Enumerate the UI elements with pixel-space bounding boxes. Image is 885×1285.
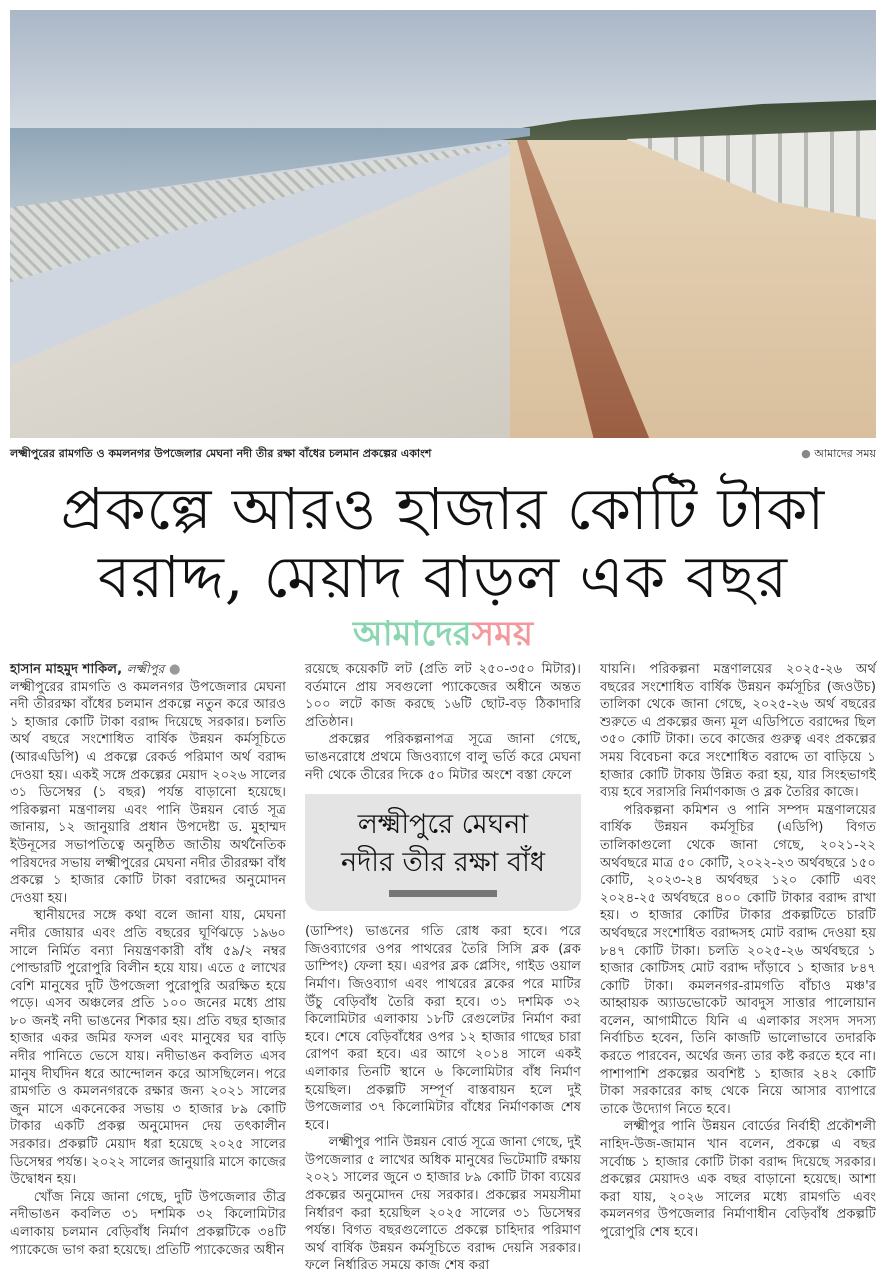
paragraph: পরিকল্পনা কমিশন ও পানি সম্পদ মন্ত্রণালয়ের বার্ষিক উন্নয়ন কর্মসূচির (এডিপি) বিগত তালিকাগুলো থেকে জানা গেছে, ২০২১-২২ অর্থবছরে মাত্র ৫০ কোটি, ২০২২-২৩ অর্থবছরে ১৫০ কোটি, ২০২৩-২৪ অর্থবছর ১২০ কোটি এবং ২০২৪-২৫ অর্থবছরে ৪০০ কোটি টাকার বরাদ্দ রাখা হয়। ৩ হাজার কোটির টাকার প্রকল্পটিতে চারটি অর্থবছরে সংশোধিত বরাদ্দসহ মোট বরাদ্দ দেওয়া হয় ৮৪৭ কোটি টাকা। চলতি ২০২৫-২৬ অর্থবছরে ১ হাজার কোটিসহ মোট বরাদ্দ দাঁড়াবে ১ হাজার ৮৪৭ কোটি টাকা। কমলনগর-রামগতি বাঁচাও মঞ্চ'র আহ্বায়ক অ্যাডভোকেট আবদুস সাত্তার পালোয়ান বলেন, আগামীতে যিনি এ এলাকার সংসদ সদস্য নির্বাচিত হবেন, তিনি কাজটি ভালোভাবে তদারকি করতে পারবেন, অর্থের জন্য তার কষ্ট করতে হবে না। পাশাপাশি প্রকল্পের অবশিষ্ট ১ হাজার ২৪২ কোটি টাকা সরকারের কাছ থেকে নিয়ে আসার ব্যাপারে তাকে উদ্যোগ নিতে হবে।	[600, 802, 876, 1117]
paragraph: লক্ষ্মীপুর পানি উন্নয়ন বোর্ড সূত্রে জানা গেছে, দুই উপজেলার ৫ লাখের অধিক মানুষের ভিটেমাটি রক্ষায় ২০২১ সালের জুনে ৩ হাজার ৮৯ কোটি টাকা ব্যয়ের প্রকল্পের অনুমোদন দেয় সরকার। প্রকল্পের সময়সীমা নির্ধারণ করা হয়েছিল ২০২৫ সালের ৩১ ডিসেম্বর পর্যন্ত। বিগত বছরগুলোতে প্রকল্পে চাহিদার পরিমাণ অর্থ বার্ষিক উন্নয়ন কর্মসূচিতে বরাদ্দ দেয়নি সরকার। ফলে নির্ধারিত সময়ে কাজ শেষ করা	[305, 1135, 581, 1274]
watermark-logo	[10, 613, 876, 655]
watermark-part-2: সময়	[471, 614, 533, 654]
pull-quote-bar	[389, 890, 497, 897]
photo-credit-text: আমাদের সময়	[814, 447, 876, 460]
paragraph: রয়েছে কয়েকটি লট (প্রতি লট ২৫০-৩৫০ মিটার)। বর্তমানে প্রায় সবগুলো প্যাকেজের অধীনে অন্তত ১০০ লটে কাজ করছে ১৬টি ছোট-বড় ঠিকাদারি প্রতিষ্ঠান।	[305, 662, 581, 730]
headline	[10, 475, 876, 611]
paragraph: (ডাম্পিং) ভাঙনের গতি রোধ করা হবে। পরে জিওব্যাগের ওপর পাথরের তৈরি সিসি ব্লক (ব্লক ডাম্পিং) ফেলা হয়। এরপর ব্লক প্লেসিং, গাইড ওয়াল নির্মাণ। জিওব্যাগ এবং পাথরের ব্লকের পরে মাটির উঁচু বেড়িবাঁধ তৈরি করা হবে। ৩১ দশমিক ৩২ কিলোমিটার এলাকায় ১৮টি রেগুলেটর নির্মাণ করা হবে। শেষে বেড়িবাঁধের ওপর ১২ হাজার গাছের চারা রোপণ করা হবে। এর আগে ২০১৪ সালে একই এলাকার তিনটি স্থানে ৬ কিলোমিটার বাঁধ নির্মাণ হয়েছিল। প্রকল্পটি সম্পূর্ণ বাস্তবায়ন হলে দুই উপজেলার ৩৭ কিলোমিটার বাঁধের নির্মাণকাজ শেষ হবে।	[305, 924, 581, 1133]
article-column-1	[10, 661, 286, 1259]
watermark-part-1: আমাদের	[353, 614, 472, 654]
byline-location: লক্ষ্মীপুর	[126, 662, 165, 676]
paragraph: খোঁজ নিয়ে জানা গেছে, দুটি উপজেলার তীব্র নদীভাঙন কবলিত ৩১ দশমিক ৩২ কিলোমিটার এলাকায় চলমান বেড়িবাঁধ নির্মাণ প্রকল্পটিকে ৩৪টি প্যাকেজে ভাগ করা হয়েছে। প্রতিটি প্যাকেজের অধীন	[10, 1189, 286, 1258]
pull-quote-line-1: লক্ষ্মীপুরে মেঘনা	[357, 809, 529, 841]
article-column-2	[305, 661, 581, 1275]
caption-row	[10, 446, 876, 461]
paragraph: স্থানীয়দের সঙ্গে কথা বলে জানা যায়, মেঘনা নদীর জোয়ার এবং প্রতি বছরের ঘূর্ণিঝড়ে ১৯৬০ সালে নির্মিত বন্যা নিয়ন্ত্রণকারী বাঁধ ৫৯/২ নম্বর পোল্ডারটি পুরোপুরি বিলীন হয়ে যায়। এতে ৫ লাখের বেশি মানুষের দুটি উপজেলা পুরোপুরি অরক্ষিত হয়ে পড়ে। এসব অঞ্চলের প্রতি ১০০ জনের মধ্যে প্রায় ৮০ জনই নদী ভাঙনের শিকার হয়। প্রতি বছর হাজার হাজার একর জমির ফসল এবং মানুষের ঘর বাড়ি নদীর পানিতে ভেসে যায়। নদীভাঙন কবলিত এসব মানুষ দীর্ঘদিন ধরে আন্দোলন করে আসছিলেন। পরে রামগতি ও কমলনগরকে রক্ষার জন্য ২০২১ সালের জুন মাসে একনেকের সভায় ৩ হাজার ৮৯ কোটি টাকার একটি প্রকল্প অনুমোদন দেয় তৎকালীন সরকার। প্রকল্পটি মেয়াদ ধরা হয়েছে ২০২৫ সালের ডিসেম্বর পর্যন্ত। ২০২২ সালের জানুয়ারি মাসে কাজের উদ্বোধন হয়।	[10, 908, 286, 1188]
paragraph: যায়নি। পরিকল্পনা মন্ত্রণালয়ের ২০২৫-২৬ অর্থ বছরের সংশোধিত বার্ষিক উন্নয়ন কর্মসূচির (জওউচ) তালিকা থেকে জানা গেছে, ২০২৫-২৬ অর্থ বছরের শুরুতে এ প্রকল্পের জন্য মূল এডিপিতে বরাদ্দের ছিল ৩৫০ কোটি টাকা। তবে কাজের গুরুত্ব এবং প্রকল্পের সময় বিবেচনা করে সংশোধিত বরাদ্দে তা বাড়িয়ে ১ হাজার কোটি টাকায় উন্নিত করা হয়, যার সিংহভাগই ব্যয় হবে সরাসরি নির্মাণকাজ ও ব্লক তৈরির কাজে।	[600, 662, 876, 801]
embankment-photo	[10, 10, 876, 438]
photo-credit	[801, 446, 876, 461]
article-column-3	[600, 661, 876, 1242]
pull-quote-box	[305, 794, 581, 911]
paragraph: লক্ষ্মীপুরের রামগতি ও কমলনগর উপজেলার মেঘনা নদী তীররক্ষা বাঁধের চলমান প্রকল্পে নতুন করে আরও ১ হাজার কোটি টাকা বরাদ্দ দিয়েছে সরকার। চলতি অর্থ বছরে সংশোধিত বার্ষিক উন্নয়ন কর্মসূচিতে (আরএডিপি) এ প্রকল্পে রেকর্ড পরিমাণ অর্থ বরাদ্দ দেওয়া হয়। একই সঙ্গে প্রকল্পের মেয়াদ ২০২৬ সালের ৩১ ডিসেম্বর (১ বছর) পর্যন্ত বাড়ানো হয়েছে। পরিকল্পনা মন্ত্রণালয় এবং পানি উন্নয়ন বোর্ড সূত্র জানায়, ১২ জানুয়ারি প্রধান উপদেষ্টা ড. মুহাম্মদ ইউনূসের সভাপতিত্বে অনুষ্ঠিত জাতীয় অর্থনৈতিক পরিষদের সভায় লক্ষ্মীপুরের মেঘনা নদীর তীররক্ষা বাঁধ প্রকল্পে ১ হাজার কোটি টাকা বরাদ্দের অনুমোদন দেওয়া হয়।	[10, 679, 286, 906]
article-body	[10, 661, 876, 1275]
paragraph: প্রকল্পের পরিকল্পনাপত্র সূত্রে জানা গেছে, ভাঙনরোধে প্রথমে জিওব্যাগে বালু ভর্তি করে মেঘনা নদী থেকে তীরের দিকে ৫০ মিটার অংশে বস্তা ফেলে	[305, 732, 581, 783]
headline-line-1: প্রকল্পে আরও হাজার কোটি টাকা	[60, 475, 826, 543]
byline	[10, 661, 286, 679]
author: হাসান মাহমুদ শাকিল,	[10, 662, 123, 677]
bullet-icon: ●	[168, 662, 181, 677]
pull-quote-line-2: নদীর তীর রক্ষা বাঁধ	[340, 847, 545, 879]
headline-line-2: বরাদ্দ, মেয়াদ বাড়ল এক বছর	[97, 543, 789, 611]
bullet-icon: ●	[801, 447, 815, 460]
paragraph: লক্ষ্মীপুর পানি উন্নয়ন বোর্ডের নির্বাহী প্রকৌশলী নাহিদ-উজ-জামান খান বলেন, প্রকল্পে এ বছর সর্বোচ্চ ১ হাজার কোটি টাকা বরাদ্দ দিয়েছে সরকার। প্রকল্পের মেয়াদও এক বছর বাড়ানো হয়েছে। আশা করা যায়, ২০২৬ সালের মধ্যে রামগতি এবং কমলনগর উপজেলার নির্মাণাধীন বেড়িবাঁধ প্রকল্পটি পুরোপুরি শেষ হবে।	[600, 1119, 876, 1240]
photo-caption: লক্ষ্মীপুরের রামগতি ও কমলনগর উপজেলার মেঘনা নদী তীর রক্ষা বাঁধের চলমান প্রকল্পের একাংশ	[10, 447, 432, 460]
